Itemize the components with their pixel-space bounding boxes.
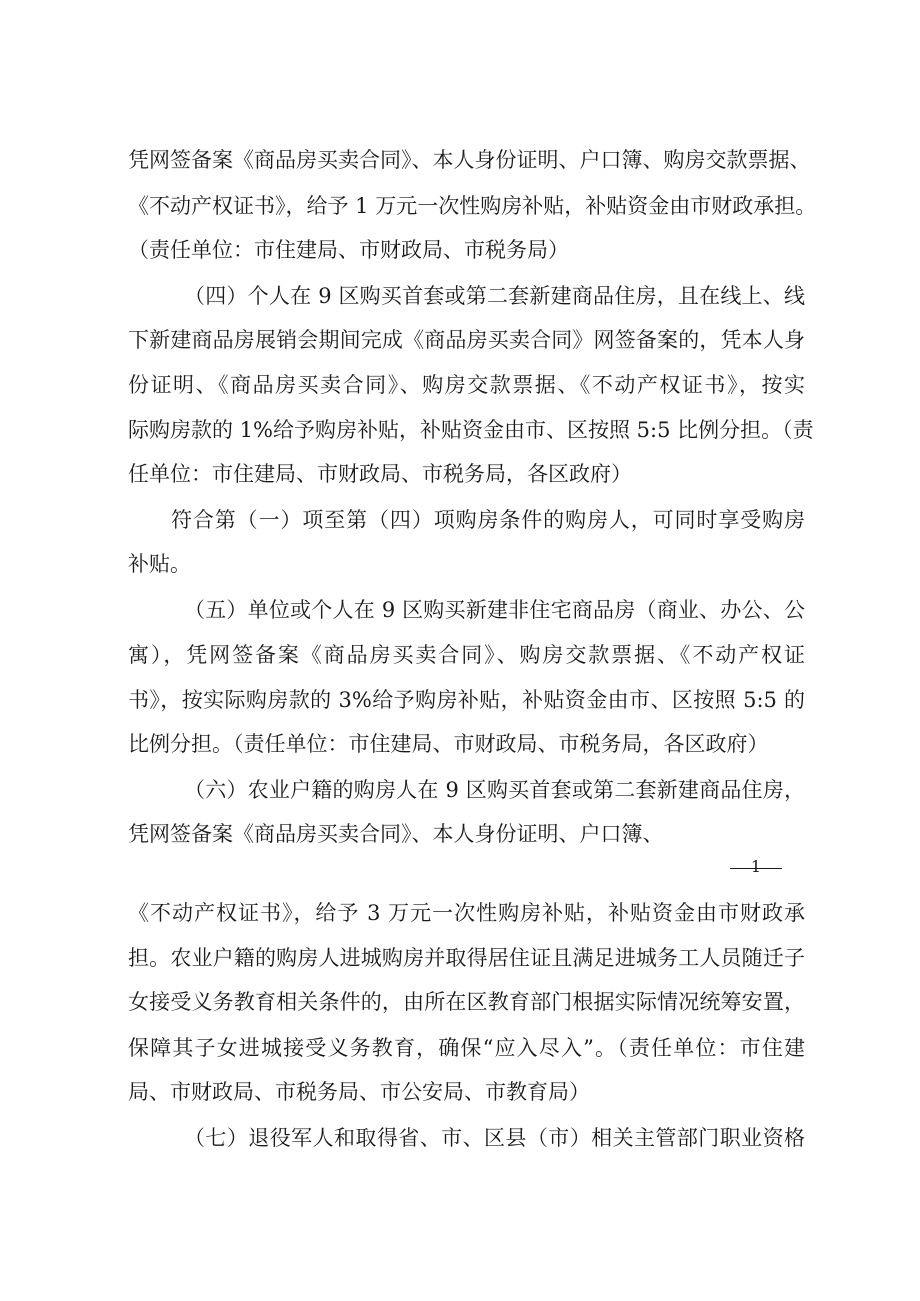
text-line: 《不动产权证书》，给予 3 万元一次性购房补贴，补贴资金由市财政承 bbox=[128, 901, 805, 925]
text-line: 下新建商品房展销会期间完成《商品房买卖合同》网签备案的，凭本人身 bbox=[128, 328, 805, 352]
text-line: 份证明、《商品房买卖合同》、购房交款票据、《不动产权证书》，按实 bbox=[128, 373, 805, 397]
page-number bbox=[730, 855, 782, 881]
text-line: （责任单位：市住建局、市财政局、市税务局） bbox=[128, 238, 569, 262]
text-line: （六）农业户籍的购房人在 9 区购买首套或第二套新建商品住房， bbox=[184, 778, 805, 802]
text-line: （五）单位或个人在 9 区购买新建非住宅商品房（商业、办公、公 bbox=[184, 598, 805, 622]
text-line: 凭网签备案《商品房买卖合同》、本人身份证明、户口簿、 bbox=[128, 822, 664, 846]
text-line: 际购房款的 1%给予购房补贴，补贴资金由市、区按照 5:5 比例分担。（责 bbox=[128, 418, 814, 442]
text-line: 寓），凭网签备案《商品房买卖合同》、购房交款票据、《不动产权证 bbox=[128, 643, 805, 667]
text-line: 《不动产权证书》，给予 1 万元一次性购房补贴，补贴资金由市财政承担。 bbox=[128, 194, 817, 218]
text-line: 任单位：市住建局、市财政局、市税务局，各区政府） bbox=[128, 462, 632, 486]
text-line: 书》，按实际购房款的 3%给予购房补贴，补贴资金由市、区按照 5:5 的 bbox=[128, 688, 805, 712]
page-number-text: 1 bbox=[750, 857, 762, 876]
text-line: 局、市财政局、市税务局、市公安局、市教育局） bbox=[128, 1080, 590, 1104]
text-line: 凭网签备案《商品房买卖合同》、本人身份证明、户口簿、购房交款票据、 bbox=[128, 148, 811, 172]
text-line: 比例分担。（责任单位：市住建局、市财政局、市税务局，各区政府） bbox=[128, 732, 769, 756]
text-line: 符合第（一）项至第（四）项购房条件的购房人，可同时享受购房 bbox=[171, 508, 805, 532]
text-line: （四）个人在 9 区购买首套或第二套新建商品住房，且在线上、线 bbox=[184, 284, 805, 308]
text-line: 担。农业户籍的购房人进城购房并取得居住证且满足进城务工人员随迁子 bbox=[128, 946, 805, 970]
text-line: （七）退役军人和取得省、市、区县（市）相关主管部门职业资格 bbox=[184, 1126, 805, 1150]
text-line: 保障其子女进城接受义务教育，确保“应入尽入”。（责任单位：市住建 bbox=[128, 1036, 805, 1060]
text-line: 补贴。 bbox=[128, 552, 191, 576]
text-line: 女接受义务教育相关条件的，由所在区教育部门根据实际情况统筹安置， bbox=[128, 990, 805, 1014]
